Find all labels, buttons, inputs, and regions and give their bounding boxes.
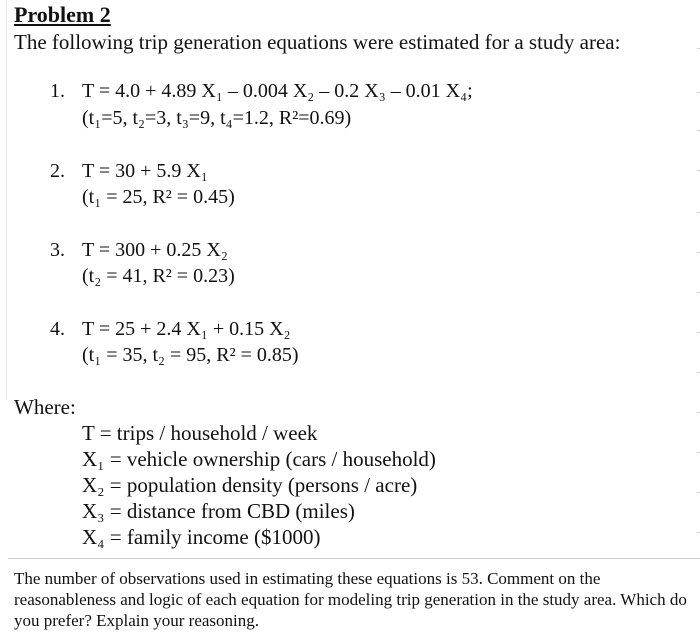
equation-text: T = 30 + 5.9 X₁ [82, 160, 208, 182]
equation-2 [50, 160, 208, 183]
equation-text: T = 4.0 + 4.89 X₁ – 0.004 X₂ – 0.2 X₃ – 0.01 X₄; [82, 80, 473, 102]
problem-title: Problem 2 [14, 2, 111, 27]
equation-number: 3. [50, 239, 65, 261]
where-label: Where: [14, 395, 76, 419]
equation-1 [50, 80, 473, 103]
separator-line [8, 558, 700, 559]
equation-number: 2. [50, 160, 65, 182]
equation-4 [50, 318, 291, 341]
right-edge-marks [696, 0, 700, 643]
equation-4-stats: (t₁ = 35, t₂ = 95, R² = 0.85) [82, 344, 299, 366]
definition-x4: X₄ = family income ($1000) [82, 525, 321, 549]
equation-number: 4. [50, 318, 65, 340]
equation-1-stats: (t₁=5, t₂=3, t₃=9, t₄=1.2, R²=0.69) [82, 107, 352, 129]
problem-intro: The following trip generation equations were estimated for a study area: [14, 30, 621, 54]
equation-2-stats: (t₁ = 25, R² = 0.45) [82, 186, 235, 208]
equation-3 [50, 239, 228, 262]
definition-x3: X₃ = distance from CBD (miles) [82, 499, 355, 523]
left-margin-line [6, 0, 7, 400]
equation-3-stats: (t₂ = 41, R² = 0.23) [82, 265, 235, 287]
question-text: The number of observations used in estimating these equations is 53. Comment on the reasonableness and logic of each equation for modeling trip generation in the study area. Which do you prefer? Explain your reasoning. [14, 569, 687, 630]
equation-text: T = 25 + 2.4 X₁ + 0.15 X₂ [82, 318, 291, 340]
definition-x2: X₂ = population density (persons / acre) [82, 473, 418, 497]
definition-x1: X₁ = vehicle ownership (cars / household) [82, 447, 436, 471]
equation-number: 1. [50, 80, 65, 102]
equation-text: T = 300 + 0.25 X₂ [82, 239, 228, 261]
definition-t: T = trips / household / week [82, 421, 318, 445]
